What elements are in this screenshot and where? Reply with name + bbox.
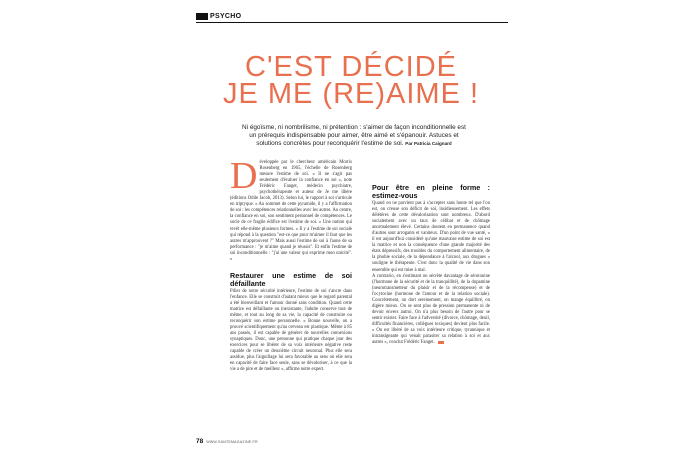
health-paragraph-1: Quand on ne parvient pas à s'accepter sans honte tel que l'on est, on creuse son déficit de soi, insidieusement. Les effets délétères de cette dévalorisation sont nombreux. D'abord socialement avec un taux de célibat et de chômage anormalement élevé. Certains doutent en permanence quand d'autres sont arrogants et vaniteux. D'un point de vue santé, « il est aujourd'hui considéré qu'une mauvaise estime de soi est la matrice et non la conséquence d'une grande majorité des états dépressifs, des troubles du comportement alimentaire, de la phobie sociale, de la dépendance à l'alcool, aux drogues » souligne le thérapeute. C'est donc la qualité de vie dans son ensemble qui est mise à mal. xyxy=(372,201,490,273)
rubric-label: PSYCHO xyxy=(210,13,242,20)
health-paragraph-2-text: A contrario, en s'estimant on sécrète davantage de sérotonine (l'hormone de la sécurité et de la tranquillité), de la dopamine (neurotransmetteur du plaisir et de la récompense) et de l'ocytocine (hormone de l'amour et de la relation sociale). Concrètement, on dort sereinement, on mange équilibré, on digère mieux. On se sent plus de pression permanente ni de devoir envers autrui. On n'a plus besoin de l'autre pour se sentir exister. Faire face à l'adversité (divorce, chômage, deuil, difficultés financières, collègues toxiques) devient plus facile. « On est libéré de sa voix intérieure critique, tyrannique et intransigeante qui venait parasiter sa relation à soi et aux autres », conclut Frédéric Fanget. xyxy=(372,273,490,346)
subhead-restore: Restaurer une estime de soi défaillante xyxy=(230,270,352,288)
byline: Par Patricia Caignard xyxy=(405,141,452,146)
magazine-page xyxy=(190,8,512,448)
title-line-2: JE ME (RE)AIME ! xyxy=(222,78,480,110)
article-standfirst xyxy=(238,124,470,148)
subhead-health: Pour être en pleine forme : estimez-vous xyxy=(372,183,490,200)
page-number: 78 xyxy=(196,438,204,445)
standfirst-text: Ni égoïsme, ni nombrilisme, ni prétention : s'aimer de façon inconditionnelle est un prérequis indispensable pour aimer, être aimé et s'épanouir. Astuces et solutions concrètes pour reconquérir l'estime de soi. xyxy=(242,124,466,147)
end-of-article-mark xyxy=(438,341,444,344)
health-paragraph-2 xyxy=(372,274,490,347)
magazine-website: WWW.SANTEMAGAZINE.FR xyxy=(206,440,258,444)
title-line-1: C'EST DÉCIDÉ xyxy=(245,51,457,83)
drop-cap: D xyxy=(230,155,258,197)
page-footer xyxy=(196,438,258,445)
rubric-marker xyxy=(196,13,208,20)
article-title xyxy=(190,51,512,110)
rubric-divider xyxy=(196,22,508,23)
left-column xyxy=(230,155,352,373)
intro-text: éveloppée par le chercheur américain Morris Rosenberg en 1965, l'échelle de Rosenberg mesure l'estime de soi. « Il ne s'agit pas seulement d'évaluer la confiance en soi », note Frédéric Fanget, médecin psychiatre, psychothérapeute et auteur de Je me libère (éditions Odile Jacob, 2013). Selon lui, le rapport à soi s'articule en triptyque. « Au sommet de cette pyramide, il y a l'affirmation de soi : les compétences relationnelles avec les autres. Au centre, la confiance en soi, son sentiment personnel de compétences. Le socle de ce fragile édifice est l'estime de soi. » Une notion qui revêt elle-même plusieurs formes. « Il y a l'estime de soi sociale qui répond à la question "est-ce que pour m'aimer il faut que les autres m'approuvent ?" Mais aussi l'estime de soi à l'aune de sa performance : "je m'aime quand je réussis". Et enfin l'estime de soi inconditionnelle : "j'ai une valeur qui exprime mon unicité". » xyxy=(230,160,352,262)
restore-paragraph: Pilier de notre sécurité intérieure, l'estime de soi s'ancre dans l'enfance. Elle se construit d'autant mieux que le regard parental a été bienveillant et l'amour donné sans condition. Quand cette matrice est défaillante ou inexistante, l'adulte conserve tout de même, et tout au long de sa vie, la capacité de construire ou reconquérir son estime personnelle. « Bonne nouvelle, on a prouvé scientifiquement qu'au cerveau est plastique. Même à 85 ans passés, il est capable de générer de nouvelles connexions synaptiques. Donc, une personne qui pratique chaque jour des exercices pour se libérer de sa voix intérieure négative reste capable de créer un deuxième circuit neuronal. Plus elle sera assidue, plus l'aiguillage lui sera favorable au sens où elle sera en capacité de faire face seule, sans se dévaloriser, à ce que la vie a de pire et de meilleur », affirme notre expert. xyxy=(230,288,352,373)
section-rubric xyxy=(196,12,241,21)
intro-paragraph xyxy=(230,155,352,263)
right-column xyxy=(372,184,490,346)
